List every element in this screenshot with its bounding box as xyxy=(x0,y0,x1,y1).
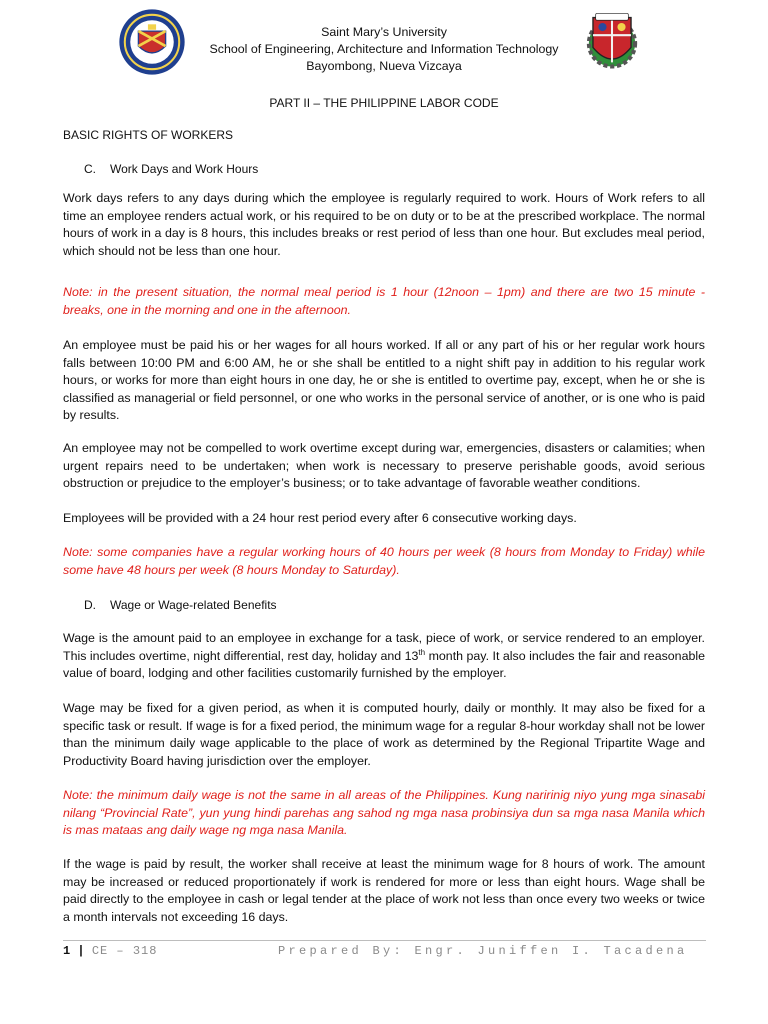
paragraph-wage-definition xyxy=(63,630,705,683)
paragraph-rest-period: Employees will be provided with a 24 hour rest period every after 6 consecutive working days. xyxy=(63,511,577,525)
paragraph-wages-hours: An employee must be paid his or her wages for all hours worked. If all or any part of his or her regular work hours falls between 10:00 PM and 6:00 AM, he or she shall be entitled to a night shift pay in addition to his regular work hours, or works for more than eight hours in one day, he or she is entitled to overtime pay, except, when he or she is classified as managerial or field personnel, or one who works in the personal service of another, or is one who is paid by results. xyxy=(63,338,705,423)
subheading-text: Work Days and Work Hours xyxy=(110,162,259,176)
footer-divider xyxy=(63,940,706,941)
paragraph-overtime: An employee may not be compelled to work overtime except during war, emergencies, disasters or calamities; when urgent repairs need to be undertaken; when work is necessary to preserve perishable goods, avoid serious obstruction or prejudice to the employer’s business; or to take advantage of favorable weather conditions. xyxy=(63,441,705,491)
note-working-hours: Note: some companies have a regular working hours of 40 hours per week (8 hours from Monday to Friday) while some have 48 hours per week (8 hours Monday to Saturday). xyxy=(63,545,705,577)
subheading-text: Wage or Wage-related Benefits xyxy=(110,598,277,612)
school-name: School of Engineering, Architecture and Information Technology xyxy=(209,42,559,56)
subheading-letter: D. xyxy=(84,598,96,612)
page-footer xyxy=(63,944,706,958)
subheading-letter: C. xyxy=(84,162,96,176)
university-name: Saint Mary’s University xyxy=(321,25,447,39)
course-code: CE – 318 xyxy=(91,944,158,958)
superscript: th xyxy=(418,647,426,657)
subheading-c xyxy=(84,162,258,176)
school-location: Bayombong, Nueva Vizcaya xyxy=(306,59,462,73)
paragraph-wage-by-result: If the wage is paid by result, the worker shall receive at least the minimum wage for 8 hours of work. The amount may be increased or reduced proportionately if work is rendered for more or less than eight hours. Wage shall be paid directly to the employee in cash or legal tender at the place of work not less than once every two weeks or twice a month intervals not exceeding 16 days. xyxy=(63,857,705,924)
wage-text-part: Wage is the amount paid to an employee in exchange for a task, piece of work, or service rendered to an employer. This includes overtime, night differential, rest day, holiday and 13 xyxy=(63,631,705,663)
part-title: PART II – THE PHILIPPINE LABOR CODE xyxy=(269,96,499,110)
paragraph-work-days: Work days refers to any days during which the employee is regularly required to work. Hours of Work refers to all time an employee renders actual work, or his required to be on duty or to be at the prescribed workplace. The normal hours of work in a day is 8 hours, this includes breaks or rest period of less than one hour. But excludes meal period, which should not be less than one hour. xyxy=(63,191,705,258)
paragraph-wage-fixed: Wage may be fixed for a given period, as when it is computed hourly, daily or monthly. It may also be fixed for a specific task or result. If wage is for a fixed period, the minimum wage for a regular 8-hour workday shall not be lower than the minimum daily wage applicable to the place of work as determined by the Regional Tripartite Wage and Productivity Board having jurisdiction over the employer. xyxy=(63,701,705,768)
prepared-by: Prepared By: Engr. Juniffen I. Tacadena xyxy=(278,944,688,958)
note-minimum-wage: Note: the minimum daily wage is not the same in all areas of the Philippines. Kung naririnig niyo yung mga sinasabi nilang “Provincial Rate”, yun yung hindi parehas ang sahod ng mga nasa probinsiya dun sa mga nasa Manila which is mas mataas ang daily wage ng mga nasa Manila. xyxy=(63,788,705,838)
wage-text-part: month pay. It also includes the fair and reasonable value of board, lodging and other facilities customarily furnished by the employer. xyxy=(63,648,705,681)
note-meal-period: Note: in the present situation, the normal meal period is 1 hour (12noon – 1pm) and there are two 15 minute - breaks, one in the morning and one in the afternoon. xyxy=(63,285,705,317)
letterhead xyxy=(150,24,618,75)
page-number: 1 | xyxy=(63,944,85,958)
section-title: BASIC RIGHTS OF WORKERS xyxy=(63,128,234,142)
subheading-d xyxy=(84,598,277,612)
